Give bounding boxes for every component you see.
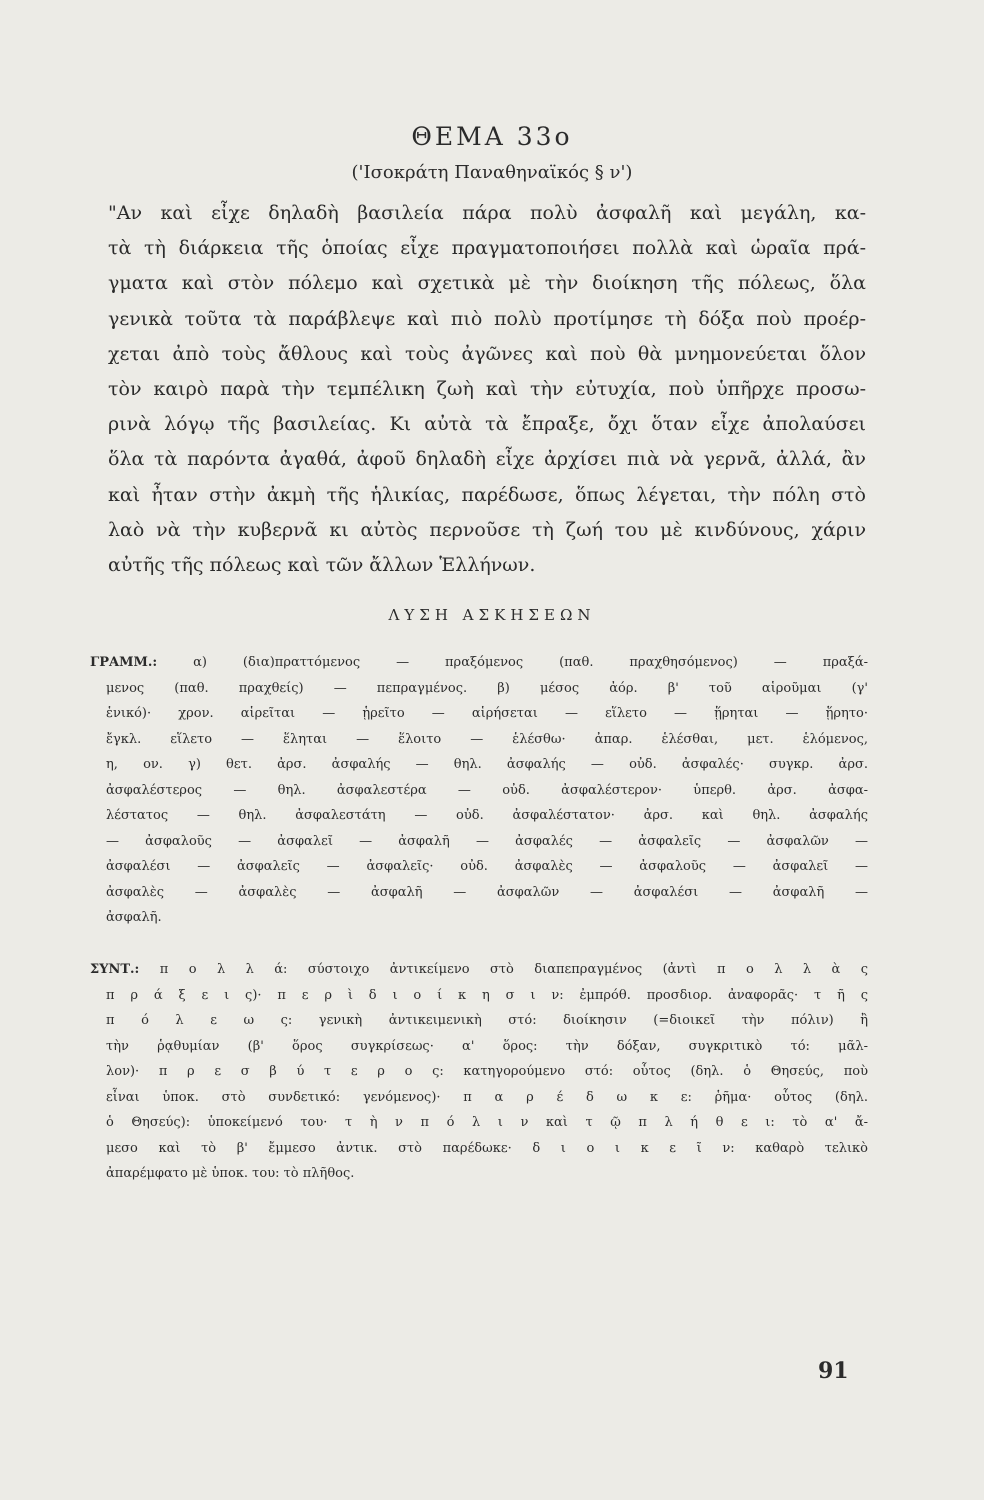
syntax-line: π ρ ά ξ ε ι ς)· π ε ρ ὶ δ ι ο ί κ η σ ι ν: ἐμπρόθ. προσδιορ. ἀναφορᾶς· τ ῆ ς — [106, 987, 868, 1003]
page-title: ΘΕΜΑ 33ο — [411, 122, 573, 151]
grammar-label: ΓΡΑΜΜ.: — [90, 655, 158, 670]
grammar-line-text: α) (δια)πραττόμενος — πραξόμενος (παθ. πραχθησόμενος) — πραξά- — [193, 655, 868, 670]
syntax-line: ἀπαρέμφατο μὲ ὑποκ. του: τὸ πλῆθος. — [106, 1166, 355, 1181]
grammar-line: ἑνικό)· χρον. αἱρεῖται — ᾑρεῖτο — αἱρήσεται — εἵλετο — ᾕρηται — ᾕρητο· — [106, 706, 868, 721]
grammar-line: ἀσφαλῆ. — [106, 910, 162, 925]
passage-line: τὸν καιρὸ παρὰ τὴν τεμπέλικη ζωὴ καὶ τὴν εὐτυχία, ποὺ ὑπῆρχε προσω- — [108, 378, 866, 401]
grammar-line: ἀσφαλὲς — ἀσφαλὲς — ἀσφαλῆ — ἀσφαλῶν — ἀσφαλέσι — ἀσφαλῆ — — [106, 884, 868, 900]
syntax-line: π ό λ ε ω ς: γενικὴ ἀντικειμενικὴ στό: διοίκησιν (=διοικεῖ τὴν πόλιν) ἢ — [106, 1013, 868, 1028]
syntax-line-text: π ο λ λ ά: σύστοιχο ἀντικείμενο στὸ διαπεπραγμένος (ἀντὶ π ο λ λ ὰ ς — [159, 962, 868, 977]
syntax-line: τὴν ῥᾳθυμίαν (β' ὅρος συγκρίσεως· α' ὅρος: τὴν δόξαν, συγκριτικὸ τό: μᾶλ- — [106, 1038, 868, 1054]
passage-line: γενικὰ τοῦτα τὰ παράβλεψε καὶ πιὸ πολὺ προτίμησε τὴ δόξα ποὺ προέρ- — [108, 307, 866, 330]
passage-line: χεται ἀπὸ τοὺς ἄθλους καὶ τοὺς ἀγῶνες καὶ ποὺ θὰ μνημονεύεται ὅλον — [108, 342, 866, 365]
syntax-line: εἶναι ὑποκ. στὸ συνδετικό: γενόμενος)· π α ρ έ δ ω κ ε: ῥῆμα· οὗτος (δηλ. — [106, 1089, 868, 1105]
passage-line: γματα καὶ στὸν πόλεμο καὶ σχετικὰ μὲ τὴν διοίκηση τῆς πόλεως, ὅλα — [108, 272, 866, 295]
passage-line: ρινὰ λόγῳ τῆς βασιλείας. Κι αὐτὰ τὰ ἔπραξε, ὄχι ὅταν εἶχε ἀπολαύσει — [108, 413, 866, 436]
grammar-line: — ἀσφαλοῦς — ἀσφαλεῖ — ἀσφαλῆ — ἀσφαλές — ἀσφαλεῖς — ἀσφαλῶν — — [106, 833, 868, 849]
grammar-line: ἀσφαλέστερος — θηλ. ἀσφαλεστέρα — οὐδ. ἀσφαλέστερον· ὑπερθ. ἀρσ. ἀσφα- — [106, 782, 868, 798]
syntax-line — [90, 957, 868, 983]
page-number: 91 — [818, 1358, 849, 1384]
grammar-line: λέστατος — θηλ. ἀσφαλεστάτη — οὐδ. ἀσφαλέστατον· ἀρσ. καὶ θηλ. ἀσφαλής — [106, 808, 868, 823]
grammar-line: η, ον. γ) θετ. ἀρσ. ἀσφαλής — θηλ. ἀσφαλής — οὐδ. ἀσφαλές· συγκρ. ἀρσ. — [106, 757, 868, 772]
grammar-line: μενος (παθ. πραχθείς) — πεπραγμένος. β) μέσος ἀόρ. β' τοῦ αἱροῦμαι (γ' — [106, 680, 868, 696]
page-subtitle: ('Ισοκράτη Παναθηναϊκός § ν') — [351, 162, 633, 183]
syntax-section — [90, 957, 868, 1187]
passage-line: "Αν καὶ εἶχε δηλαδὴ βασιλεία πάρα πολὺ ἀσφαλῆ καὶ μεγάλη, κα- — [108, 202, 866, 224]
passage-line: λαὸ νὰ τὴν κυβερνᾶ κι αὐτὸς περνοῦσε τὴ ζωή του μὲ κινδύνους, χάριν — [108, 518, 866, 541]
grammar-section — [90, 650, 868, 931]
passage-line: καὶ ἦταν στὴν ἀκμὴ τῆς ἡλικίας, παρέδωσε, ὅπως λέγεται, τὴν πόλη στὸ — [108, 483, 866, 506]
grammar-line — [90, 650, 868, 676]
passage-line: τὰ τὴ διάρκεια τῆς ὁποίας εἶχε πραγματοποιήσει πολλὰ καὶ ὡραῖα πρά- — [108, 237, 866, 260]
syntax-line: μεσο καὶ τὸ β' ἔμμεσο ἀντικ. στὸ παρέδωκε· δ ι ο ι κ ε ῖ ν: καθαρὸ τελικὸ — [106, 1140, 868, 1156]
grammar-line: ἔγκλ. εἵλετο — ἕληται — ἕλοιτο — ἑλέσθω· ἀπαρ. ἑλέσθαι, μετ. ἑλόμενος, — [106, 731, 868, 747]
translation-passage — [108, 196, 866, 583]
section-heading: ΛΥΣΗ ΑΣΚΗΣΕΩΝ — [388, 606, 596, 624]
syntax-line: λον)· π ρ ε σ β ύ τ ε ρ ο ς: κατηγορούμενο στό: οὗτος (δηλ. ὁ Θησεύς, ποὺ — [106, 1064, 868, 1079]
passage-line: αὐτῆς τῆς πόλεως καὶ τῶν ἄλλων Ἑλλήνων. — [108, 554, 536, 577]
grammar-line: ἀσφαλέσι — ἀσφαλεῖς — ἀσφαλεῖς· οὐδ. ἀσφαλὲς — ἀσφαλοῦς — ἀσφαλεῖ — — [106, 859, 868, 874]
passage-line: ὅλα τὰ παρόντα ἀγαθά, ἀφοῦ δηλαδὴ εἶχε ἀρχίσει πιὰ νὰ γερνᾶ, ἀλλά, ἂν — [108, 448, 866, 471]
syntax-line: ὁ Θησεύς): ὑποκείμενό του· τ ὴ ν π ό λ ι ν καὶ τ ῷ π λ ή θ ε ι: τὸ α' ἄ- — [106, 1115, 868, 1130]
syntax-label: ΣΥΝΤ.: — [90, 962, 140, 977]
